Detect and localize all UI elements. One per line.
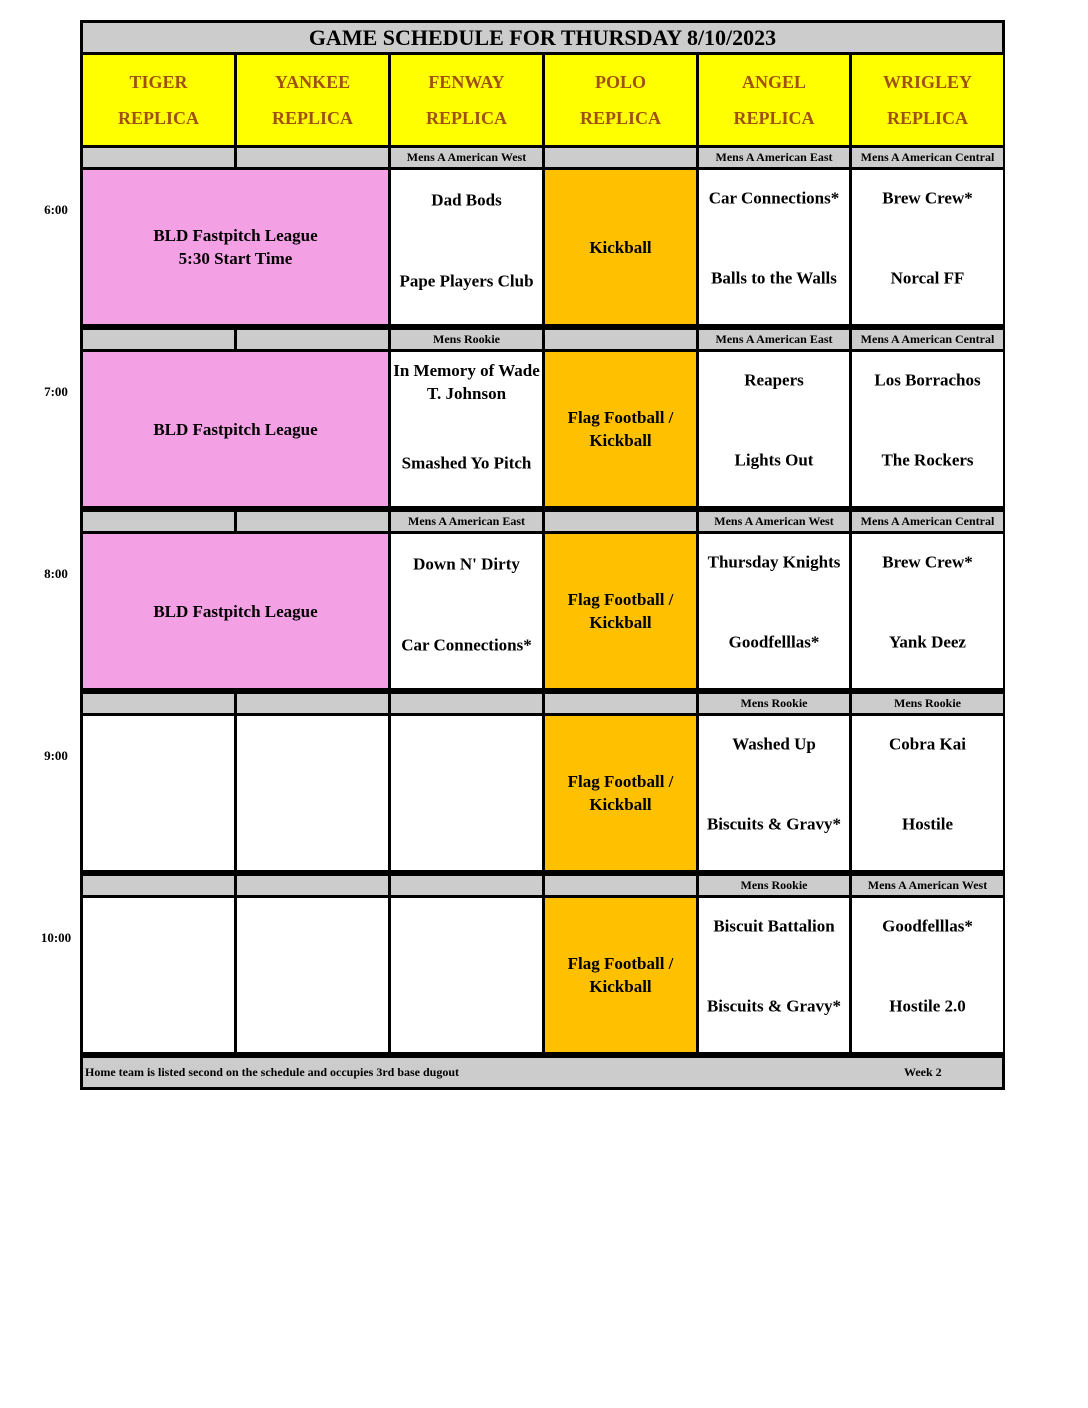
game-cell-angel <box>699 170 849 324</box>
division-cell <box>83 694 234 713</box>
division-cell <box>699 694 849 713</box>
footer-note: Home team is listed second on the schedule and occupies 3rd base dugout <box>85 1065 460 1079</box>
fastpitch-league-name: BLD Fastpitch League <box>153 419 318 439</box>
empty-slot <box>391 716 542 870</box>
away-team: Los Borrachos <box>874 370 981 390</box>
field-name: TIGER <box>129 72 188 92</box>
field-subtitle: REPLICA <box>117 108 199 128</box>
division-cell <box>852 148 1003 167</box>
division-cell <box>545 694 696 713</box>
division-label: Mens Rookie <box>740 696 808 710</box>
home-team: The Rockers <box>881 450 974 470</box>
game-cell-angel <box>699 352 849 506</box>
division-label: Mens A American Central <box>860 150 995 164</box>
game-cell-angel <box>699 716 849 870</box>
division-cell <box>852 694 1003 713</box>
division-label: Mens A American Central <box>860 332 995 346</box>
division-cell <box>545 330 696 349</box>
home-team: Hostile <box>902 814 953 834</box>
home-team: Yank Deez <box>889 632 966 652</box>
division-cell <box>237 694 388 713</box>
time-label: 7:00 <box>44 384 68 399</box>
field-header-1 <box>237 55 388 145</box>
division-cell <box>391 694 542 713</box>
division-cell <box>391 876 542 895</box>
field-name: YANKEE <box>274 72 351 92</box>
home-team: Goodfelllas* <box>728 632 820 652</box>
fastpitch-league-name: BLD Fastpitch League <box>153 601 318 621</box>
polo-event-line2: Kickball <box>589 977 652 996</box>
field-name: WRIGLEY <box>882 72 972 92</box>
field-header-4 <box>699 55 849 145</box>
division-cell <box>545 148 696 167</box>
home-team: Biscuits & Gravy* <box>706 996 842 1016</box>
away-team: Dad Bods <box>431 190 502 210</box>
game-cell-angel <box>699 534 849 688</box>
division-label: Mens Rookie <box>894 696 961 710</box>
fastpitch-start-time: 5:30 Start Time <box>178 249 293 268</box>
home-team: Biscuits & Gravy* <box>706 814 842 834</box>
division-label: Mens Rookie <box>433 332 500 346</box>
footer-bar <box>83 1058 1002 1087</box>
polo-event-block <box>545 170 696 324</box>
division-cell <box>237 876 388 895</box>
polo-event-line1: Flag Football / <box>567 408 674 427</box>
time-label: 9:00 <box>44 748 68 763</box>
polo-event-line1: Flag Football / <box>567 590 674 609</box>
division-label: Mens A American West <box>406 150 527 164</box>
division-label: Mens Rookie <box>740 878 808 892</box>
away-team: Down N' Dirty <box>413 554 520 574</box>
polo-event-line1: Flag Football / <box>567 772 674 791</box>
division-cell <box>852 330 1003 349</box>
field-subtitle: REPLICA <box>886 108 968 128</box>
division-cell <box>83 148 234 167</box>
division-cell <box>852 876 1003 895</box>
division-cell <box>545 876 696 895</box>
polo-event-block <box>545 534 696 688</box>
page-title: GAME SCHEDULE FOR THURSDAY 8/10/2023 <box>308 24 777 50</box>
polo-event-line1: Kickball <box>589 237 652 257</box>
home-team: Smashed Yo Pitch <box>401 453 532 473</box>
empty-slot <box>83 898 234 1052</box>
away-team: Washed Up <box>732 734 816 754</box>
home-team: Car Connections* <box>401 635 532 655</box>
away-team: In Memory of Wade T. Johnson <box>393 361 540 403</box>
field-subtitle: REPLICA <box>579 108 661 128</box>
division-cell <box>83 330 234 349</box>
division-cell <box>391 148 542 167</box>
game-cell-fenway <box>391 534 542 688</box>
division-cell <box>699 330 849 349</box>
empty-slot <box>237 898 388 1052</box>
polo-event-line2: Kickball <box>589 431 652 450</box>
division-cell <box>391 330 542 349</box>
game-cell-wrigley <box>852 352 1003 506</box>
away-team: Car Connections* <box>708 188 840 208</box>
away-team: Brew Crew* <box>882 188 973 208</box>
division-label: Mens A American East <box>715 150 833 164</box>
game-cell-wrigley <box>852 534 1003 688</box>
game-cell-wrigley <box>852 170 1003 324</box>
division-cell <box>391 512 542 531</box>
field-header-5 <box>852 55 1003 145</box>
away-team: Brew Crew* <box>882 552 973 572</box>
game-cell-fenway <box>391 352 542 506</box>
division-cell <box>237 512 388 531</box>
division-cell <box>83 876 234 895</box>
polo-event-block <box>545 898 696 1052</box>
empty-slot <box>83 716 234 870</box>
field-name: FENWAY <box>428 72 505 92</box>
division-label: Mens A American East <box>715 332 833 346</box>
home-team: Norcal FF <box>890 268 965 288</box>
field-subtitle: REPLICA <box>271 108 353 128</box>
division-cell <box>83 512 234 531</box>
game-cell-fenway <box>391 170 542 324</box>
home-team: Hostile 2.0 <box>889 996 966 1016</box>
away-team: Goodfelllas* <box>882 916 973 936</box>
empty-slot <box>391 898 542 1052</box>
division-label: Mens A American Central <box>860 514 995 528</box>
fastpitch-league-block <box>83 170 388 324</box>
away-team: Reapers <box>744 370 804 390</box>
polo-event-block <box>545 716 696 870</box>
home-team: Lights Out <box>734 450 814 470</box>
polo-event-line2: Kickball <box>589 613 652 632</box>
game-cell-wrigley <box>852 716 1003 870</box>
field-header-3 <box>545 55 696 145</box>
division-cell <box>699 148 849 167</box>
empty-slot <box>237 716 388 870</box>
home-team: Pape Players Club <box>399 271 534 291</box>
division-cell <box>237 330 388 349</box>
fastpitch-league-block <box>83 534 388 688</box>
time-label: 6:00 <box>44 202 68 217</box>
field-header-0 <box>83 55 234 145</box>
game-cell-wrigley <box>852 898 1003 1052</box>
time-label: 10:00 <box>40 930 72 945</box>
division-cell <box>545 512 696 531</box>
division-cell <box>852 512 1003 531</box>
polo-event-block <box>545 352 696 506</box>
division-label: Mens A American West <box>714 514 834 528</box>
polo-event-line1: Flag Football / <box>567 954 674 973</box>
away-team: Biscuit Battalion <box>713 916 835 936</box>
polo-event-line2: Kickball <box>589 795 652 814</box>
field-subtitle: REPLICA <box>425 108 507 128</box>
fastpitch-league-name: BLD Fastpitch League <box>153 226 318 245</box>
page-title-cell <box>83 23 1002 52</box>
home-team: Balls to the Walls <box>711 268 837 288</box>
field-subtitle: REPLICA <box>733 108 815 128</box>
fastpitch-league-block <box>83 352 388 506</box>
field-name: ANGEL <box>741 72 806 92</box>
game-cell-angel <box>699 898 849 1052</box>
division-cell <box>699 512 849 531</box>
field-name: POLO <box>594 72 646 92</box>
division-cell <box>699 876 849 895</box>
division-label: Mens A American West <box>867 878 988 892</box>
division-label: Mens A American East <box>408 514 525 528</box>
field-header-2 <box>391 55 542 145</box>
division-cell <box>237 148 388 167</box>
away-team: Cobra Kai <box>889 734 966 754</box>
away-team: Thursday Knights <box>707 552 841 572</box>
time-label: 8:00 <box>44 566 68 581</box>
week-label: Week 2 <box>904 1065 942 1079</box>
